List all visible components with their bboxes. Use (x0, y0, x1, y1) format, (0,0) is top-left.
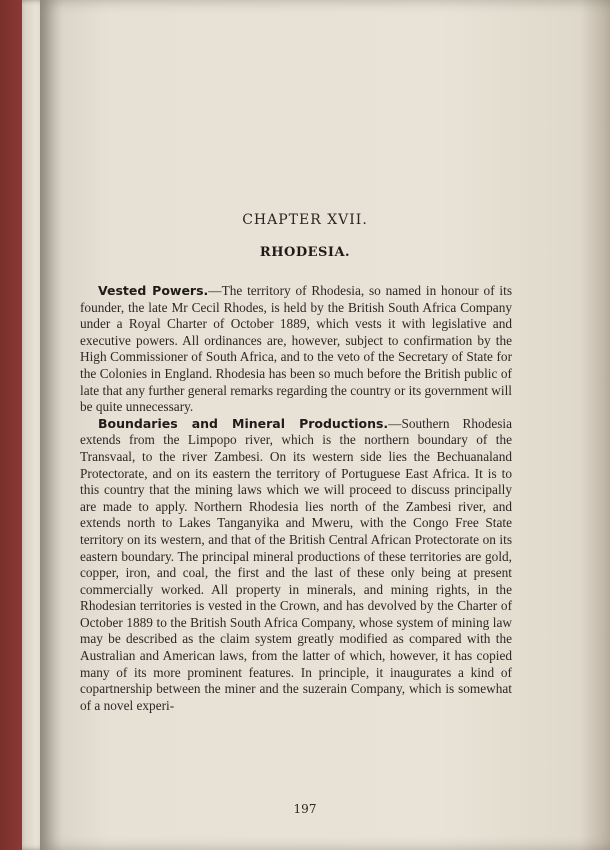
page-number: 197 (293, 802, 317, 816)
paragraph-vested-powers (80, 283, 512, 416)
paragraph-text: —The territory of Rhodesia, so named in honour of its founder, the late Mr Cecil Rhodes, is held by the British South Africa Company under a Royal Charter of October 1889, which vests it with legislative and executive powers. All ordinances are, however, subject to confirmation by the High Commissioner of South Africa, and to the veto of the Secretary of State for the Colonies in England. Rhodesia has been so much before the British public of late that any further general remarks regarding the country or its government will be quite unnecessary. (80, 283, 512, 415)
chapter-title: RHODESIA. (259, 245, 351, 260)
paragraph-heading: Boundaries and Mineral Productions. (98, 415, 389, 431)
paragraph-text: —Southern Rhodesia extends from the Limpopo river, which is the northern boundary of the Transvaal, to the river Zambesi. On its western side lies the Bechuanaland Protectorate, and on its eastern the territory of Portuguese East Africa. It is to this country that the mining laws which we will proceed to discuss principally are made to apply. Northern Rhodesia lies north of the Zambesi river, and extends north to Lakes Tanganyika and Mweru, with the Congo Free State territory on its western, and that of the British Central African Protectorate on its eastern boundary. The principal mineral productions of these territories are gold, copper, iron, and coal, the first and the last of these only being at present commercially worked. All property in minerals, and mining rights, in the Rhodesian territories is vested in the Crown, and has devolved by the Charter of October 1889 to the British South Africa Company, whose system of mining law may be described as the claim system greatly modified as compared with the Australian and American laws, from the latter of which, however, it has copied many of its more prominent features. In principle, it inaugurates a kind of copartnership between the miner and the suzerain Company, which is somewhat of a novel experi- (80, 415, 513, 713)
chapter-heading: CHAPTER XVII. (242, 212, 368, 228)
page-shadow (580, 0, 610, 850)
body-text (80, 283, 512, 714)
paragraph-heading: Vested Powers. (98, 283, 209, 298)
paragraph-boundaries (80, 416, 512, 715)
